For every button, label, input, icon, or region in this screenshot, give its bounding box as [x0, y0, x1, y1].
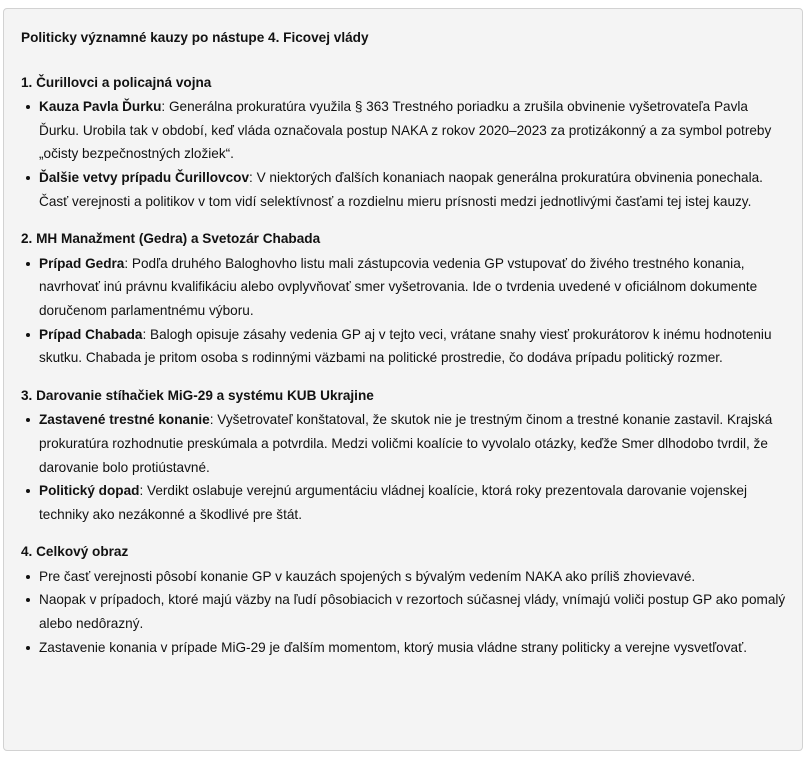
- list-item: [39, 252, 786, 323]
- list-item: [39, 565, 786, 589]
- item-text: : Balogh opisuje zásahy vedenia GP aj v tejto veci, vrátane snahy viesť prokurátorov k inému hodnoteniu skutku. Chabada je pritom osoba s rodinnými väzbami na politické prostredie, čo dodáva prípadu politický rozmer.: [39, 326, 772, 366]
- item-text: Pre časť verejnosti pôsobí konanie GP v kauzách spojených s bývalým vedením NAKA ako príliš zhovievavé.: [39, 568, 696, 584]
- item-text: : V niektorých ďalších konaniach naopak generálna prokuratúra obvinenia ponechala. Časť verejnosti a politikov v tom vidí selektívnosť a rozdielnu mieru prísnosti medzi jednotlivými časťami tej istej kauzy.: [39, 169, 763, 209]
- item-label: Politický dopad: [39, 483, 140, 499]
- bullet-list: [21, 95, 786, 213]
- bullet-list: [21, 565, 786, 659]
- item-text: Zastavenie konania v prípade MiG-29 je ďalším momentom, ktorý musia vládne strany politicky a verejne vysvetľovať.: [39, 639, 747, 655]
- item-label: Ďalšie vetvy prípadu Čurillovcov: [39, 169, 250, 185]
- list-item: [39, 408, 786, 479]
- item-text: : Podľa druhého Baloghovho listu mali zástupcovia vedenia GP vstupovať do živého trestného konania, navrhovať inú právnu kvalifikáciu alebo ovplyvňovať smer vyšetrovania. Ide o tvrdenia uvedené v oficiálnom dokumente doručenom parlamentnému výboru.: [39, 255, 758, 318]
- list-item: [39, 166, 786, 213]
- bullet-list: [21, 252, 786, 370]
- list-item: [39, 588, 786, 635]
- item-label: Zastavené trestné konanie: [39, 412, 210, 428]
- list-item: [39, 95, 786, 166]
- item-text: : Verdikt oslabuje verejnú argumentáciu vládnej koalície, ktorá roky prezentovala darovanie vojenskej techniky ako nezákonné a škodlivé pre štát.: [39, 483, 747, 522]
- section-heading: 1. Čurillovci a policajná vojna: [21, 74, 212, 90]
- list-item: [39, 479, 786, 526]
- item-text: : Vyšetrovateľ konštatoval, že skutok nie je trestným činom a trestné konanie zastavil. Krajská prokuratúra rozhodnutie preskúmala a potvrdila. Medzi voličmi koalície to vyvolalo otázky, keďže Smer dlhodobo tvrdil, že darovanie bolo protiústavné.: [39, 412, 773, 475]
- section-heading: 2. MH Manažment (Gedra) a Svetozár Chabada: [21, 231, 321, 247]
- list-item: [39, 636, 786, 660]
- bullet-list: [21, 408, 786, 526]
- item-text: : Generálna prokuratúra využila § 363 Trestného poriadku a zrušila obvinenie vyšetrovateľa Pavla Ďurku. Urobila tak v období, keď vláda označovala postup NAKA z rokov 2020–2023 za protizákonný a za symbol potreby „očisty bezpečnostných zložiek“.: [39, 99, 772, 162]
- item-text: Naopak v prípadoch, ktoré majú väzby na ľudí pôsobiacich v rezortoch súčasnej vlády, vnímajú voliči postup GP ako pomalý alebo nedôrazný.: [39, 592, 786, 632]
- item-label: Prípad Gedra: [39, 255, 125, 271]
- content-card: [3, 8, 803, 751]
- item-label: Prípad Chabada: [39, 326, 143, 342]
- sections: [21, 71, 786, 660]
- list-item: [39, 323, 786, 370]
- section-heading: 3. Darovanie stíhačiek MiG-29 a systému KUB Ukrajine: [21, 387, 374, 403]
- document-title: Politicky významné kauzy po nástupe 4. Ficovej vlády: [21, 30, 369, 45]
- item-label: Kauza Pavla Ďurku: [39, 99, 162, 115]
- section-heading: 4. Celkový obraz: [21, 544, 129, 560]
